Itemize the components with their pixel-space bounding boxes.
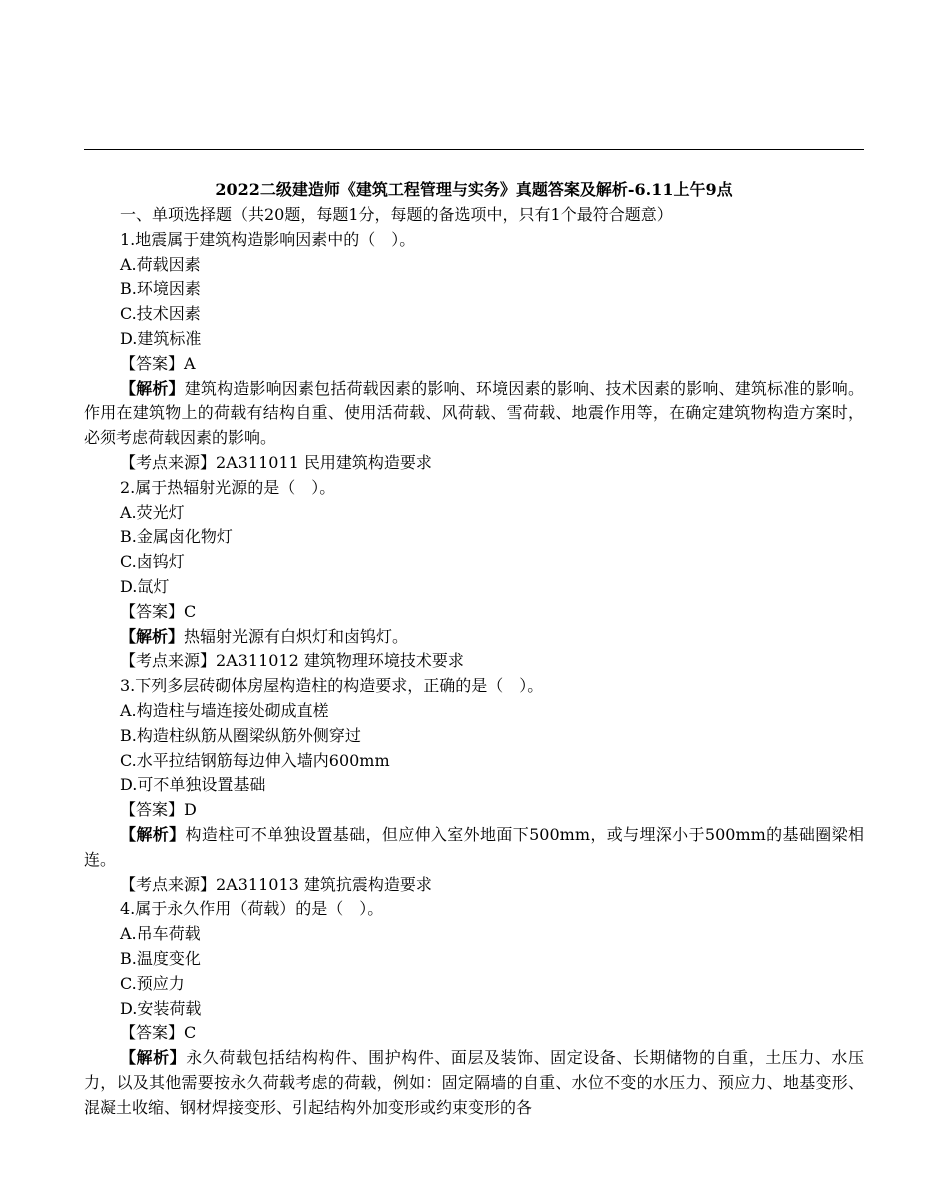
analysis-paragraph bbox=[84, 823, 864, 873]
source-text: 2A311012 建筑物理环境技术要求 bbox=[216, 651, 464, 671]
answer-label: 【答案】 bbox=[120, 353, 185, 373]
option: A.吊车荷载 bbox=[120, 924, 201, 944]
question-stem: 2.属于热辐射光源的是（ ）。 bbox=[120, 477, 336, 497]
analysis-label: 【解析】 bbox=[120, 824, 186, 844]
question-stem: 3.下列多层砖砌体房屋构造柱的构造要求，正确的是（ ）。 bbox=[120, 676, 544, 696]
document-title: 2022二级建造师《建筑工程管理与实务》真题答案及解析-6.11上午9点 bbox=[215, 180, 733, 199]
analysis-text: 热辐射光源有白炽灯和卤钨灯。 bbox=[184, 626, 409, 646]
option: D.安装荷载 bbox=[120, 998, 202, 1018]
section-heading: 一、单项选择题（共20题，每题1分，每题的备选项中，只有1个最符合题意） bbox=[120, 205, 673, 224]
analysis-text: 构造柱可不单独设置基础，但应伸入室外地面下500mm，或与埋深小于500mm的基础圈梁相连。 bbox=[84, 824, 864, 869]
option: C.卤钨灯 bbox=[120, 552, 185, 572]
source-text: 2A311011 民用建筑构造要求 bbox=[216, 452, 432, 472]
option: D.建筑标准 bbox=[120, 328, 202, 348]
answer-label: 【答案】 bbox=[120, 800, 185, 820]
answer-value: C bbox=[184, 601, 197, 621]
analysis-line bbox=[84, 625, 864, 650]
option: B.金属卤化物灯 bbox=[120, 527, 233, 547]
analysis-label: 【解析】 bbox=[120, 378, 185, 398]
source-line bbox=[84, 649, 864, 674]
source-line bbox=[84, 451, 864, 476]
source-line bbox=[84, 873, 864, 898]
answer-label: 【答案】 bbox=[120, 601, 185, 621]
analysis-label: 【解析】 bbox=[120, 626, 185, 646]
option: D.可不单独设置基础 bbox=[120, 775, 266, 795]
option: C.预应力 bbox=[120, 973, 185, 993]
analysis-label: 【解析】 bbox=[120, 1048, 187, 1068]
option: D.氙灯 bbox=[120, 576, 170, 596]
answer-value: D bbox=[184, 800, 197, 820]
source-text: 2A311013 建筑抗震构造要求 bbox=[216, 874, 432, 894]
answer-value: A bbox=[184, 353, 196, 373]
option: A.构造柱与墙连接处砌成直槎 bbox=[120, 700, 329, 720]
question-stem: 1.地震属于建筑构造影响因素中的（ ）。 bbox=[120, 229, 416, 249]
option: B.环境因素 bbox=[120, 279, 201, 299]
option: B.温度变化 bbox=[120, 948, 201, 968]
option: C.技术因素 bbox=[120, 304, 201, 324]
answer-line bbox=[84, 352, 864, 377]
source-label: 【考点来源】 bbox=[120, 452, 217, 472]
option: A.荷载因素 bbox=[120, 254, 201, 274]
source-label: 【考点来源】 bbox=[120, 874, 217, 894]
option: B.构造柱纵筋从圈梁纵筋外侧穿过 bbox=[120, 725, 361, 745]
question-stem: 4.属于永久作用（荷载）的是（ ）。 bbox=[120, 899, 384, 919]
analysis-text: 建筑构造影响因素包括荷载因素的影响、环境因素的影响、技术因素的影响、建筑标准的影响。作用在建筑物上的荷载有结构自重、使用活荷载、风荷载、雪荷载、地震作用等，在确定建筑物构造方案时，必须考虑荷载因素的影响。 bbox=[84, 378, 864, 448]
answer-line bbox=[84, 600, 864, 625]
answer-line bbox=[84, 798, 864, 823]
answer-value: C bbox=[184, 1023, 197, 1043]
answer-label: 【答案】 bbox=[120, 1023, 185, 1043]
option: C.水平拉结钢筋每边伸入墙内600mm bbox=[120, 750, 390, 770]
document-body bbox=[84, 203, 864, 1120]
analysis-text: 永久荷载包括结构构件、围护构件、面层及装饰、固定设备、长期储物的自重，土压力、水压力，以及其他需要按永久荷载考虑的荷载，例如：固定隔墙的自重、水位不变的水压力、预应力、地基变形、混凝土收缩、钢材焊接变形、引起结构外加变形或约束变形的各 bbox=[84, 1048, 864, 1117]
answer-line bbox=[84, 1021, 864, 1046]
header-rule bbox=[84, 149, 864, 150]
source-label: 【考点来源】 bbox=[120, 651, 217, 671]
analysis-paragraph bbox=[84, 377, 864, 451]
analysis-paragraph bbox=[84, 1046, 864, 1120]
option: A.荧光灯 bbox=[120, 502, 185, 522]
